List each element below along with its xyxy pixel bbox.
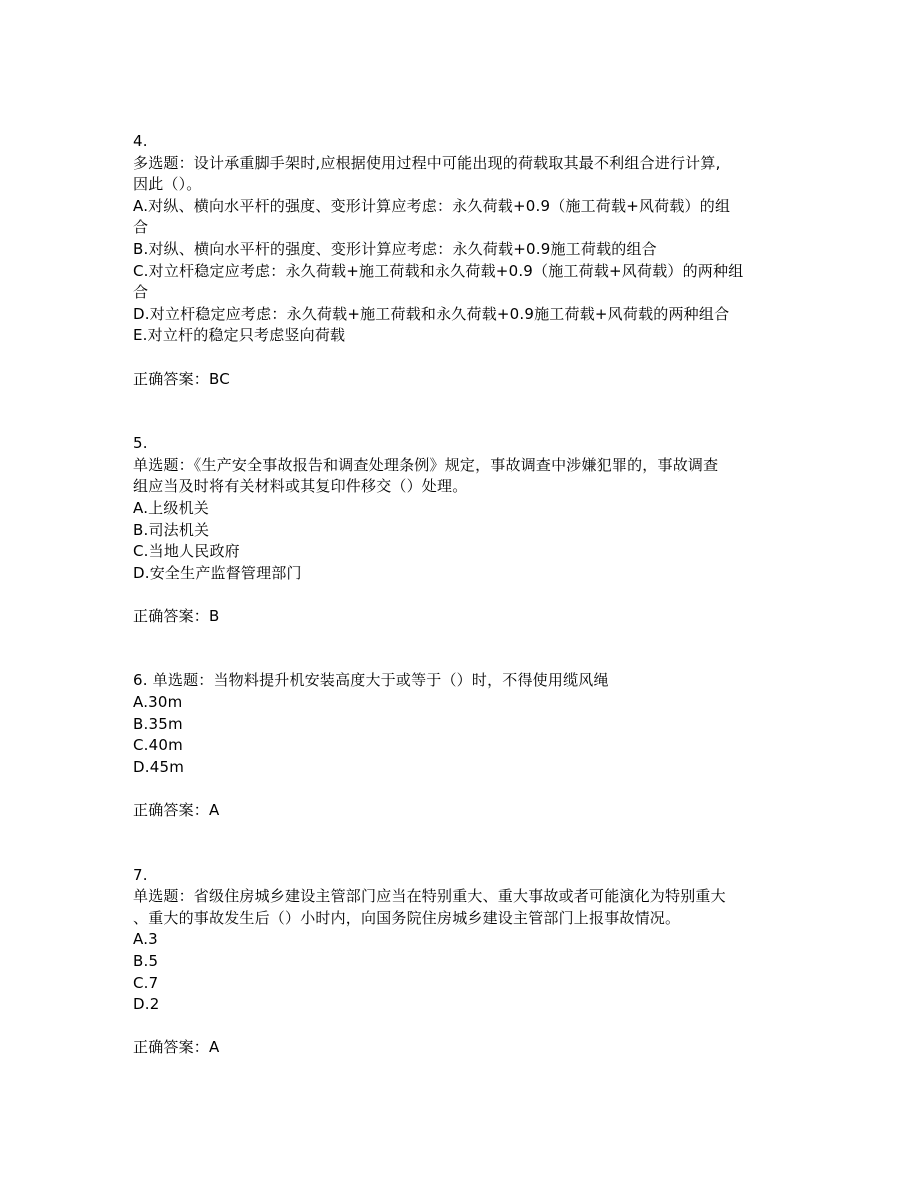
correct-answer: 正确答案：BC <box>133 369 230 388</box>
correct-answer: 正确答案：A <box>133 1038 220 1057</box>
option-d: D.2 <box>133 995 160 1014</box>
option-e: E.对立杆的稳定只考虑竖向荷载 <box>133 326 346 345</box>
question-6 <box>133 670 793 821</box>
option-c: C.7 <box>133 973 159 992</box>
option-d: D.对立杆稳定应考虑：永久荷载+施工荷载和永久荷载+0.9施工荷载+风荷载的两种组合 <box>133 304 730 323</box>
option-a-line: A.对纵、横向水平杆的强度、变形计算应考虑：永久荷载+0.9（施工荷载+风荷载）的组 <box>133 196 731 215</box>
question-4 <box>133 131 793 390</box>
option-b: B.35m <box>133 714 183 733</box>
option-a: A.上级机关 <box>133 498 209 517</box>
exam-page <box>133 131 793 1059</box>
question-5 <box>133 433 793 627</box>
correct-answer: 正确答案：A <box>133 801 220 820</box>
option-b: B.对纵、横向水平杆的强度、变形计算应考虑：永久荷载+0.9施工荷载的组合 <box>133 239 657 258</box>
option-d: D.45m <box>133 757 185 776</box>
question-number: 4. <box>133 132 148 150</box>
question-stem-line: 组应当及时将有关材料或其复印件移交（）处理。 <box>133 477 468 496</box>
option-d: D.安全生产监督管理部门 <box>133 563 302 582</box>
option-b: B.5 <box>133 952 159 970</box>
option-c-line: C.对立杆稳定应考虑：永久荷载+施工荷载和永久荷载+0.9（施工荷载+风荷载）的两种组 <box>133 261 744 280</box>
question-stem-line: 、重大的事故发生后（）小时内，向国务院住房城乡建设主管部门上报事故情况。 <box>133 908 681 927</box>
option-c: C.40m <box>133 736 183 755</box>
question-7 <box>133 865 793 1059</box>
option-a-line-continued: 合 <box>133 218 149 237</box>
question-stem-line: 多选题：设计承重脚手架时,应根据使用过程中可能出现的荷载取其最不利组合进行计算, <box>133 153 721 172</box>
question-stem-line: 单选题：省级住房城乡建设主管部门应当在特别重大、重大事故或者可能演化为特别重大 <box>133 887 726 906</box>
question-stem-line: 6. 单选题：当物料提升机安装高度大于或等于（）时，不得使用缆风绳 <box>133 671 609 690</box>
question-number: 5. <box>133 434 148 453</box>
option-a: A.30m <box>133 693 183 712</box>
question-stem-line: 单选题：《生产安全事故报告和调查处理条例》规定，事故调查中涉嫌犯罪的，事故调查 <box>133 455 719 474</box>
question-number: 7. <box>133 865 148 884</box>
option-c-line-continued: 合 <box>133 283 149 302</box>
option-c: C.当地人民政府 <box>133 542 240 561</box>
option-b: B.司法机关 <box>133 520 210 539</box>
question-stem-line: 因此（）。 <box>133 175 202 194</box>
correct-answer: 正确答案：B <box>133 606 220 625</box>
option-a: A.3 <box>133 930 158 949</box>
